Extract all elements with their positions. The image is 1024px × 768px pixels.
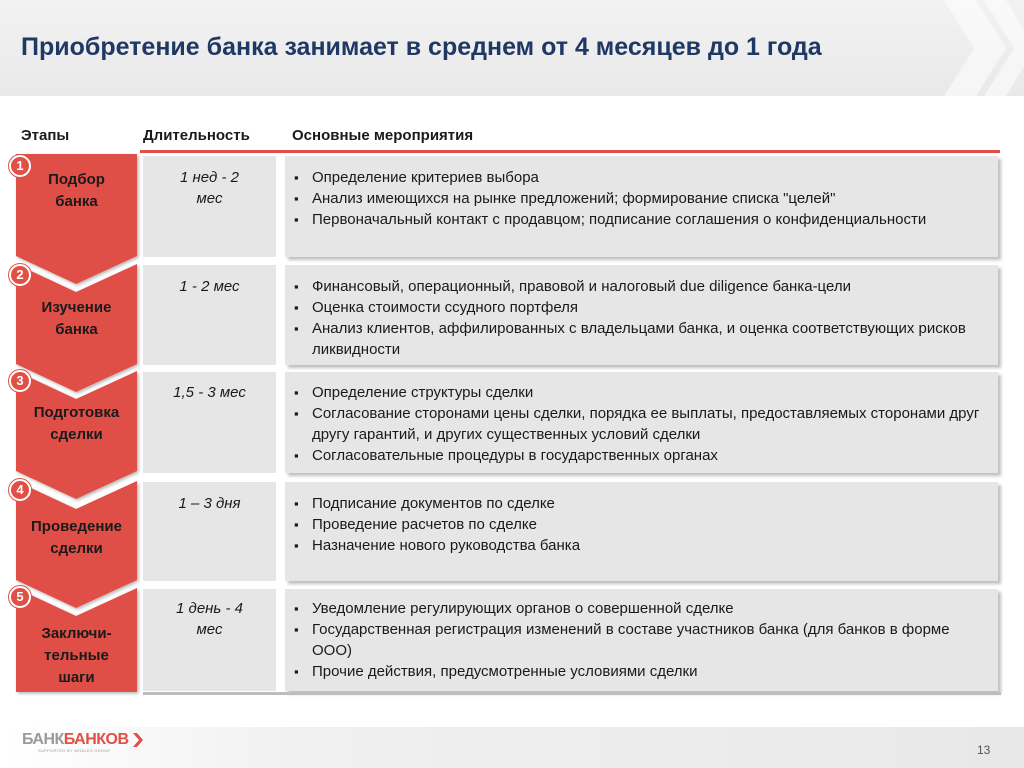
logo-chevron-icon [133,733,143,747]
list-item: ▪ Определение критериев выбора [288,167,988,188]
header-divider [140,150,1000,153]
page-number: 13 [977,743,991,757]
stage-label-2: Изучение банка [41,299,112,338]
list-item: ▪ Финансовый, операционный, правовой и налоговый due diligence банка-цели [288,276,988,297]
duration-text-1: 1 нед - 2 мес [180,169,239,207]
header-stages: Этапы [21,127,70,144]
list-item: ▪ Оценка стоимости ссудного портфеля [288,297,988,318]
duration-text-3: 1,5 - 3 мес [173,384,246,401]
chevron-decoration [914,0,1024,96]
list-item: ▪ Согласование сторонами цены сделки, порядка ее выплаты, предоставляемых сторонами друг другу гарантий, и других существенных условий сделки [288,403,988,445]
stage-number-badge: 2 [9,264,31,286]
header-activities: Основные мероприятия [292,127,474,144]
footer [0,727,1024,768]
list-item: ▪ Анализ имеющихся на рынке предложений; формирование списка "целей" [288,188,988,209]
list-item: ▪ Анализ клиентов, аффилированных с владельцами банка, и оценка соответствующих рисков ликвидности [288,318,988,360]
logo-subtitle: SUPPORTED BY WHALES GROUP [38,748,111,753]
stage-number-badge: 5 [9,586,31,608]
page-title: Приобретение банка занимает в среднем от 4 месяцев до 1 года [21,33,822,61]
stage-label-3: Подготовка сделки [33,404,120,443]
list-item: ▪ Государственная регистрация изменений в составе участников банка (для банков в форме ООО) [288,619,988,661]
list-item: ▪ Уведомление регулирующих органов о совершенной сделке [288,598,988,619]
activities-list-5 [288,598,988,682]
activities-list-3 [288,382,988,466]
duration-text-5: 1 день - 4 мес [176,600,243,638]
stage-number-badge: 4 [9,479,31,501]
stage-label-5: Заключи- тельные шаги [41,625,112,686]
stage-arrow-column [0,0,145,720]
list-item: ▪ Определение структуры сделки [288,382,988,403]
list-item: ▪ Прочие действия, предусмотренные условиями сделки [288,661,988,682]
duration-text-4: 1 – 3 дня [178,495,241,512]
list-item: ▪ Подписание документов по сделке [288,493,988,514]
stage-label-4: Проведение сделки [31,518,122,557]
stage-number-badge: 3 [9,370,31,392]
header-duration: Длительность [143,127,250,144]
stage-number-badge: 1 [9,155,31,177]
list-item: ▪ Проведение расчетов по сделке [288,514,988,535]
activities-list-4 [288,493,988,556]
duration-text-2: 1 - 2 мес [179,278,240,295]
table-bottom-shadow [143,692,1001,695]
list-item: ▪ Согласовательные процедуры в государственных органах [288,445,988,466]
list-item: ▪ Первоначальный контакт с продавцом; подписание соглашения о конфиденциальности [288,209,988,230]
activities-list-2 [288,276,988,360]
activities-list-1 [288,167,988,230]
stage-label-1: Подбор банка [48,171,105,210]
logo: БАНКБАНКОВ [22,731,129,748]
list-item: ▪ Назначение нового руководства банка [288,535,988,556]
